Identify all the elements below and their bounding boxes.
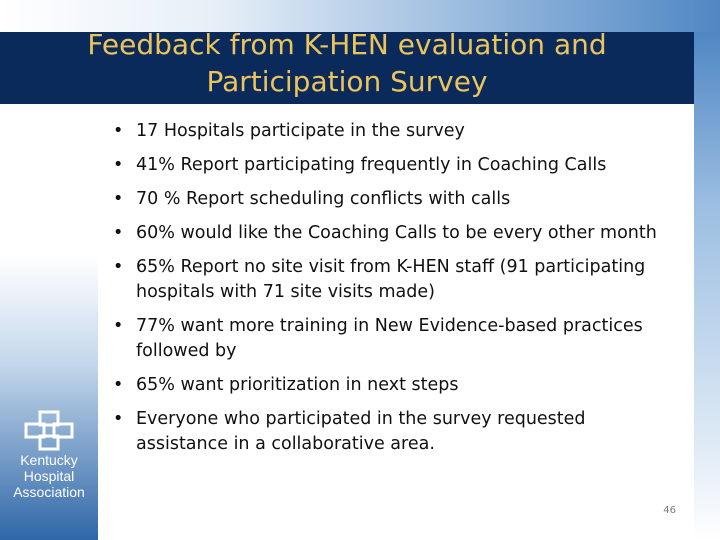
logo-text-line-3: Association — [13, 484, 85, 500]
bullet-marker: • — [113, 375, 124, 395]
bullet-marker: • — [113, 155, 124, 175]
page-number: 46 — [663, 505, 676, 516]
bullet-marker: • — [113, 223, 124, 243]
bullet-text: 41% Report participating frequently in Coaching Calls — [136, 155, 607, 175]
interlocking-squares-icon — [24, 410, 74, 452]
bullet-item — [113, 407, 673, 457]
bullet-text: 17 Hospitals participate in the survey — [136, 121, 465, 141]
logo-text-line-2: Hospital — [23, 468, 75, 484]
bullet-item — [113, 314, 673, 364]
bullet-marker: • — [113, 121, 124, 141]
bullet-item — [113, 153, 673, 178]
bullet-item — [113, 187, 673, 212]
logo-text-line-1: Kentucky — [20, 452, 78, 468]
bullet-item — [113, 221, 673, 246]
bullet-item — [113, 373, 673, 398]
bullet-text: 60% would like the Coaching Calls to be every other month — [136, 223, 657, 243]
kha-logo — [8, 410, 90, 500]
bullet-text: Everyone who participated in the survey requested assistance in a collaborative area. — [136, 409, 586, 454]
bullet-item — [113, 119, 673, 144]
bullet-marker: • — [113, 189, 124, 209]
bullet-text: 77% want more training in New Evidence-based practices followed by — [136, 316, 643, 361]
bullet-text: 70 % Report scheduling conflicts with calls — [136, 189, 511, 209]
bullet-marker: • — [113, 409, 124, 429]
bullet-item — [113, 255, 673, 305]
bullet-text: 65% Report no site visit from K-HEN staff (91 participating hospitals with 71 site visits made) — [136, 257, 646, 302]
bullet-marker: • — [113, 257, 124, 277]
bullet-marker: • — [113, 316, 124, 336]
bullet-list — [113, 119, 673, 466]
right-gradient-strip — [694, 32, 720, 540]
slide-title: Feedback from K-HEN evaluation and Participation Survey — [87, 28, 607, 98]
bullet-text: 65% want prioritization in next steps — [136, 375, 459, 395]
